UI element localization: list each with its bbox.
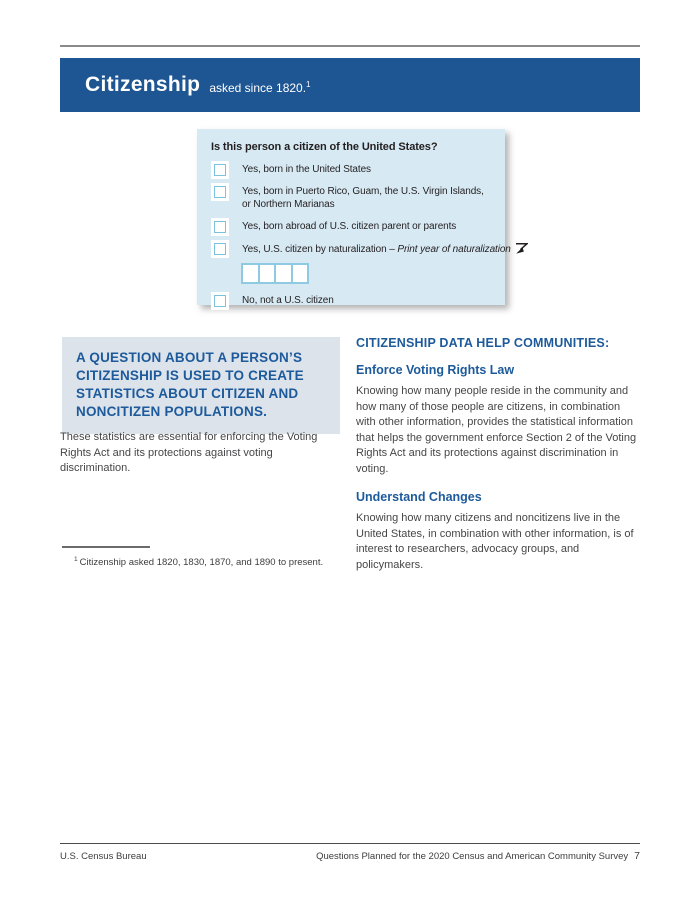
answer-here-arrow-icon [515, 242, 528, 254]
option-row-naturalization [211, 242, 511, 256]
option-label-instruction: Print year of naturalization [397, 244, 511, 255]
top-divider [60, 45, 640, 47]
page-footer [60, 850, 640, 862]
year-digit-cell[interactable] [276, 265, 291, 282]
year-digit-cell[interactable] [260, 265, 275, 282]
year-of-naturalization-input[interactable] [241, 263, 309, 284]
section-banner [60, 58, 640, 112]
option-label: No, not a U.S. citizen [242, 295, 334, 306]
checkbox[interactable] [214, 295, 226, 307]
footer-right-text: Questions Planned for the 2020 Census and American Community Survey [316, 851, 629, 862]
year-digit-cell[interactable] [243, 265, 258, 282]
section-subtitle [209, 80, 310, 95]
callout-text: A QUESTION ABOUT A PERSON’S CITIZENSHIP IS USED TO CREATE STATISTICS ABOUT CITIZEN AND NONCITIZEN POPULATIONS. [76, 350, 304, 419]
option-row-born-territories [211, 185, 495, 211]
checkbox[interactable] [214, 186, 226, 198]
section-subtitle-text: asked since 1820. [209, 81, 307, 95]
option-label: Yes, born in the United States [242, 164, 371, 175]
paragraph-understand-changes: Knowing how many citizens and noncitizens live in the United States, in combination with other information, is of interest to researchers, advocacy groups, and policymakers. [356, 512, 634, 571]
checkbox[interactable] [214, 243, 226, 255]
paragraph-enforce-voting-rights: Knowing how many people reside in the community and how many of those people are citizens, in combination with other information, provides the statistical information that helps the government enforce Section 2 of the Voting Rights Act and its protections against discrimination in voting. [356, 385, 637, 475]
footnote [74, 556, 323, 568]
option-label: Yes, born abroad of U.S. citizen parent or parents [242, 221, 457, 232]
footnote-marker: 1 [74, 556, 78, 563]
subheading-enforce-voting-rights: Enforce Voting Rights Law [356, 363, 515, 377]
footnote-divider [62, 546, 150, 548]
footnote-text: Citizenship asked 1820, 1830, 1870, and 1890 to present. [79, 557, 324, 569]
year-digit-cell[interactable] [293, 265, 308, 282]
option-row-born-abroad [211, 220, 495, 233]
footer-right [316, 850, 640, 862]
option-row-born-us [211, 163, 495, 176]
checkbox[interactable] [214, 221, 226, 233]
left-column-paragraph: These statistics are essential for enforcing the Voting Rights Act and its protections against voting discrimination. [60, 431, 318, 474]
option-label-text: Yes, U.S. citizen by naturalization – [242, 244, 398, 255]
footer-left-text: U.S. Census Bureau [60, 851, 147, 862]
question-text: Is this person a citizen of the United States? [211, 141, 438, 153]
questionnaire-sample-box [197, 129, 511, 306]
callout-box [62, 337, 340, 434]
section-title: Citizenship [85, 73, 201, 96]
page-number: 7 [634, 850, 640, 862]
option-label: Yes, born in Puerto Rico, Guam, the U.S. Virgin Islands, or Northern Marianas [242, 186, 484, 210]
right-column-heading: CITIZENSHIP DATA HELP COMMUNITIES: [356, 336, 610, 350]
option-label [242, 242, 528, 256]
checkbox[interactable] [214, 164, 226, 176]
subheading-understand-changes: Understand Changes [356, 490, 482, 504]
option-row-not-citizen [211, 294, 495, 307]
right-column [356, 336, 638, 586]
footnote-reference: 1 [306, 80, 311, 89]
footer-divider [60, 843, 640, 844]
